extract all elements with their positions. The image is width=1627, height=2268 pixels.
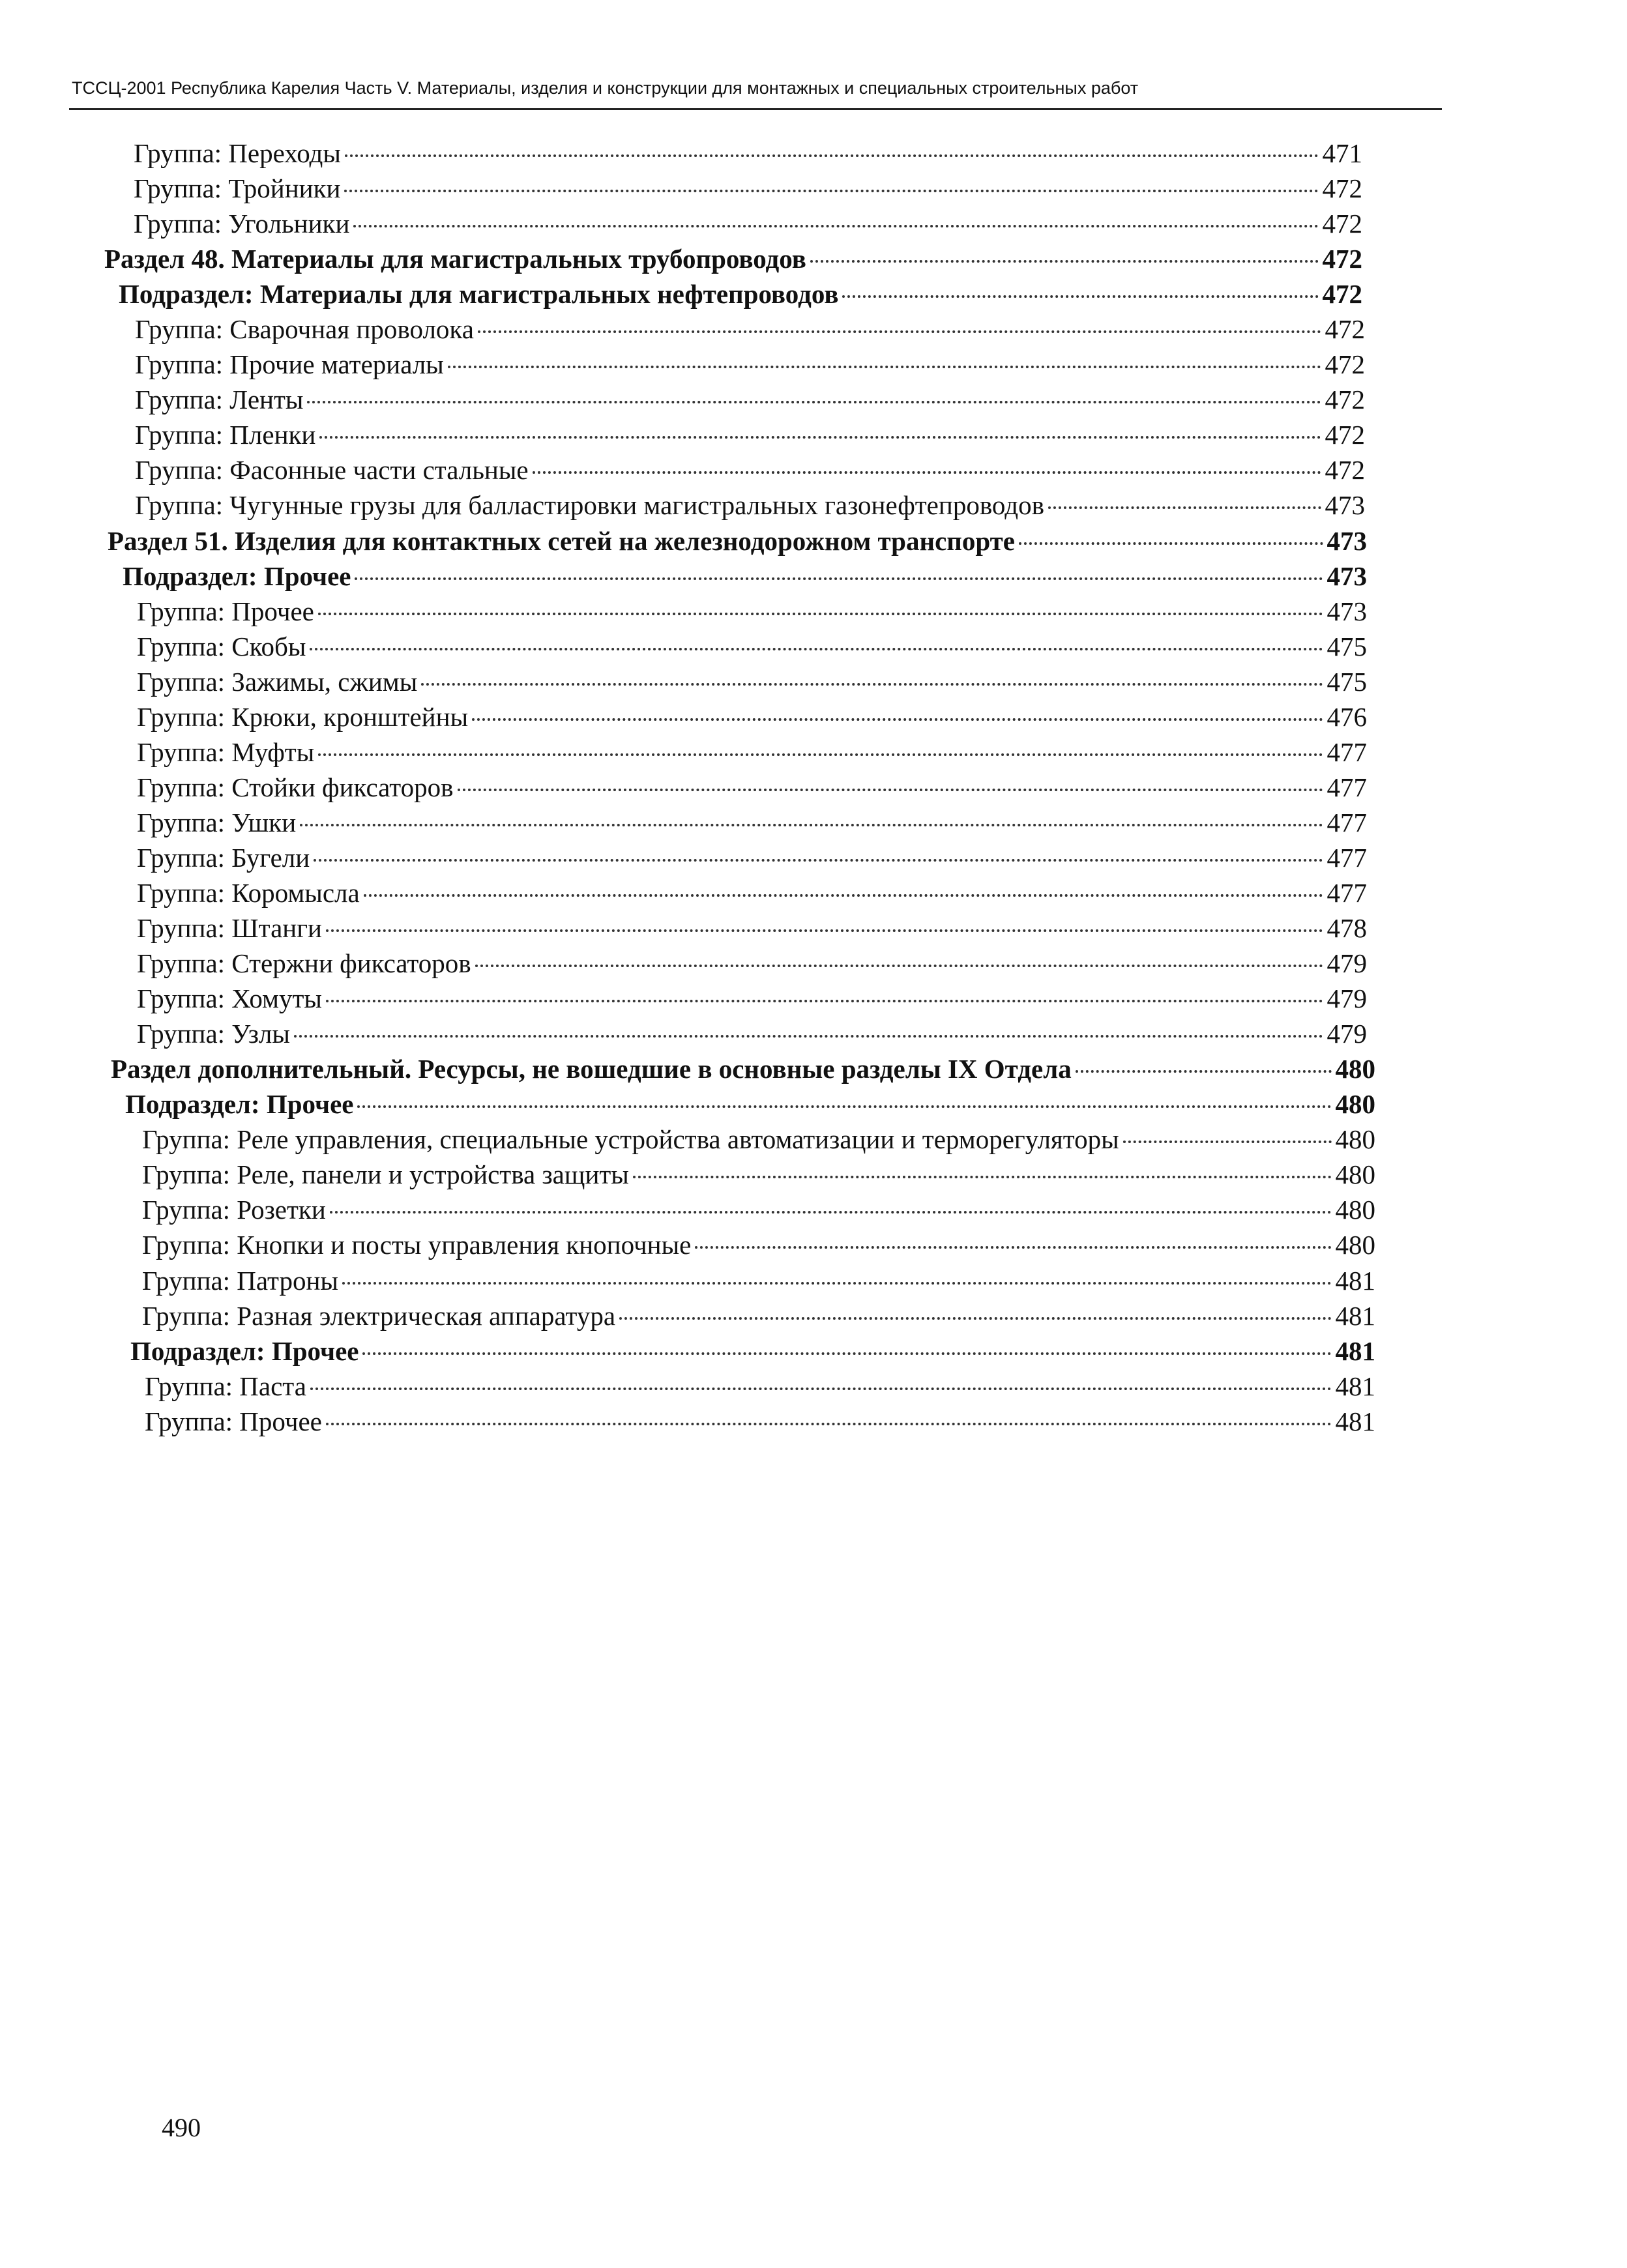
toc-entry-page: 477 [1327, 772, 1367, 802]
toc-entry-page: 472 [1325, 420, 1365, 450]
toc-entry-label: Группа: Патроны [142, 1265, 338, 1296]
toc-entry-page: 475 [1327, 631, 1367, 662]
dot-leader [342, 1282, 1332, 1285]
toc-entry [137, 875, 1367, 910]
toc-entry-page: 480 [1335, 1230, 1375, 1260]
dot-leader [353, 225, 1318, 227]
toc-entry [145, 1369, 1375, 1404]
toc-entry-page: 480 [1335, 1054, 1375, 1084]
toc-entry-page: 472 [1325, 455, 1365, 486]
dot-leader [344, 190, 1318, 192]
toc-entry [135, 347, 1365, 382]
toc-entry-page: 480 [1335, 1195, 1375, 1225]
page-number: 490 [162, 2113, 201, 2142]
toc-entry-label: Группа: Розетки [142, 1195, 326, 1225]
dot-leader [326, 929, 1323, 932]
toc-entry-label: Группа: Узлы [137, 1019, 290, 1049]
toc-entry-label: Группа: Бугели [137, 842, 310, 873]
toc-entry-page: 481 [1335, 1335, 1375, 1366]
toc-entry [137, 734, 1367, 770]
toc-entry-page: 481 [1335, 1406, 1375, 1436]
dot-leader [475, 965, 1323, 967]
toc-entry-page: 480 [1335, 1159, 1375, 1190]
toc-entry-page: 479 [1327, 983, 1367, 1014]
toc-heading [125, 1086, 1375, 1122]
toc-entry-page: 472 [1325, 314, 1365, 345]
toc-entry-label: Группа: Кнопки и посты управления кнопочные [142, 1230, 692, 1260]
toc-entry [135, 382, 1365, 417]
toc-entry-page: 472 [1322, 244, 1362, 274]
dot-leader [364, 894, 1323, 897]
toc-entry-page: 473 [1327, 560, 1367, 591]
toc-entry [134, 136, 1362, 171]
toc-entry [137, 840, 1367, 875]
toc-entry-page: 479 [1327, 1019, 1367, 1049]
toc-entry-page: 478 [1327, 913, 1367, 944]
dot-leader [810, 260, 1319, 263]
dot-leader [318, 753, 1323, 756]
toc-entry-label: Группа: Чугунные грузы для балластировки магистральных газонефтепроводов [135, 490, 1044, 521]
toc-entry [135, 312, 1365, 347]
toc-entry-label: Подраздел: Прочее [125, 1089, 354, 1120]
dot-leader [472, 718, 1323, 721]
dot-leader [421, 683, 1323, 686]
toc-entry-page: 480 [1335, 1124, 1375, 1155]
toc-entry-page: 473 [1325, 490, 1365, 521]
toc-entry-label: Подраздел: Прочее [123, 560, 351, 591]
toc-entry [134, 171, 1362, 206]
toc-entry [137, 629, 1367, 664]
toc-entry [137, 910, 1367, 946]
toc-entry-label: Группа: Штанги [137, 913, 322, 944]
toc-entry [137, 1016, 1367, 1051]
dot-leader [314, 859, 1323, 862]
dot-leader [319, 436, 1321, 439]
dot-leader [362, 1352, 1331, 1355]
toc-entry-label: Группа: Коромысла [137, 877, 360, 908]
toc-entry-label: Группа: Пленки [135, 420, 316, 450]
toc-entry [137, 981, 1367, 1016]
dot-leader [310, 1388, 1332, 1390]
toc-entry [142, 1298, 1375, 1333]
dot-leader [357, 1105, 1331, 1108]
table-of-contents [0, 136, 1627, 1439]
toc-entry-page: 477 [1327, 807, 1367, 837]
toc-entry-page: 472 [1325, 349, 1365, 380]
toc-entry-page: 480 [1335, 1089, 1375, 1120]
dot-leader [318, 613, 1323, 615]
toc-entry-label: Группа: Муфты [137, 736, 315, 767]
dot-leader [533, 471, 1321, 474]
dot-leader [326, 1423, 1332, 1425]
toc-entry-label: Раздел 48. Материалы для магистральных трубопроводов [104, 244, 806, 274]
dot-leader [619, 1317, 1331, 1320]
toc-entry-label: Группа: Разная электрическая аппаратура [142, 1300, 616, 1331]
toc-entry-label: Группа: Прочее [137, 596, 314, 626]
dot-leader [330, 1211, 1332, 1214]
toc-entry-page: 479 [1327, 948, 1367, 979]
dot-leader [326, 1000, 1323, 1002]
toc-entry [142, 1122, 1375, 1157]
toc-entry-page: 473 [1327, 525, 1367, 556]
dot-leader [345, 154, 1319, 157]
toc-entry [145, 1404, 1375, 1439]
toc-entry [135, 452, 1365, 487]
toc-heading [130, 1333, 1375, 1369]
toc-entry-label: Группа: Ушки [137, 807, 297, 837]
toc-heading [108, 523, 1367, 559]
toc-entry-label: Подраздел: Материалы для магистральных нефтепроводов [119, 279, 839, 310]
toc-entry [137, 699, 1367, 734]
toc-entry-page: 481 [1335, 1265, 1375, 1296]
dot-leader [458, 789, 1323, 791]
toc-entry-page: 471 [1322, 138, 1362, 168]
toc-entry-label: Группа: Стойки фиксаторов [137, 772, 454, 802]
toc-entry-page: 481 [1335, 1371, 1375, 1401]
header-rule [69, 108, 1442, 110]
toc-entry-page: 476 [1327, 701, 1367, 732]
toc-entry-label: Группа: Реле управления, специальные устройства автоматизации и терморегуляторы [142, 1124, 1119, 1155]
toc-entry-page: 473 [1327, 596, 1367, 626]
toc-entry-label: Группа: Сварочная проволока [135, 314, 474, 345]
toc-entry-label: Группа: Скобы [137, 631, 306, 662]
toc-entry-page: 477 [1327, 736, 1367, 767]
dot-leader [478, 330, 1321, 333]
toc-entry-page: 472 [1322, 173, 1362, 204]
toc-entry [142, 1263, 1375, 1298]
dot-leader [300, 824, 1323, 826]
dot-leader [1048, 506, 1321, 509]
toc-entry-label: Группа: Тройники [134, 173, 341, 204]
toc-entry-page: 477 [1327, 877, 1367, 908]
toc-entry [137, 594, 1367, 629]
toc-entry [137, 664, 1367, 699]
dot-leader [448, 366, 1321, 368]
toc-entry-page: 475 [1327, 666, 1367, 697]
toc-entry-label: Группа: Переходы [134, 138, 341, 168]
dot-leader [842, 295, 1318, 298]
toc-entry-label: Группа: Реле, панели и устройства защиты [142, 1159, 629, 1190]
toc-entry [137, 946, 1367, 981]
toc-entry [137, 805, 1367, 840]
dot-leader [633, 1176, 1332, 1178]
toc-entry-label: Группа: Ленты [135, 385, 304, 415]
toc-entry-page: 472 [1322, 279, 1362, 310]
toc-entry-label: Группа: Зажимы, сжимы [137, 666, 418, 697]
toc-entry-label: Группа: Хомуты [137, 983, 322, 1014]
toc-entry-page: 477 [1327, 842, 1367, 873]
toc-heading [111, 1051, 1375, 1086]
toc-heading [119, 276, 1362, 312]
toc-heading [104, 241, 1362, 276]
toc-entry [135, 487, 1365, 523]
dot-leader [1076, 1070, 1332, 1073]
toc-entry-label: Группа: Угольники [134, 209, 350, 239]
toc-entry [135, 417, 1365, 452]
dot-leader [695, 1246, 1331, 1249]
toc-entry-label: Группа: Крюки, кронштейны [137, 701, 469, 732]
dot-leader [1019, 542, 1323, 545]
dot-leader [310, 648, 1323, 650]
toc-entry [142, 1192, 1375, 1227]
toc-heading [123, 559, 1367, 594]
toc-entry [142, 1157, 1375, 1192]
dot-leader [1123, 1141, 1332, 1143]
toc-entry [134, 206, 1362, 241]
toc-entry-label: Раздел дополнительный. Ресурсы, не вошедшие в основные разделы IX Отдела [111, 1054, 1072, 1084]
toc-entry-label: Группа: Прочие материалы [135, 349, 444, 380]
dot-leader [307, 401, 1321, 403]
toc-entry-label: Группа: Фасонные части стальные [135, 455, 529, 486]
toc-entry-page: 481 [1335, 1300, 1375, 1331]
dot-leader [294, 1035, 1323, 1038]
toc-entry-label: Группа: Прочее [145, 1406, 322, 1436]
toc-entry-page: 472 [1325, 385, 1365, 415]
toc-entry-label: Подраздел: Прочее [130, 1335, 359, 1366]
toc-entry [137, 770, 1367, 805]
toc-entry-label: Группа: Стержни фиксаторов [137, 948, 471, 979]
running-header: ТССЦ-2001 Республика Карелия Часть V. Материалы, изделия и конструкции для монтажных и специальных строительных работ [72, 78, 1139, 98]
toc-entry [142, 1227, 1375, 1262]
toc-entry-label: Группа: Паста [145, 1371, 306, 1401]
toc-entry-page: 472 [1322, 209, 1362, 239]
dot-leader [355, 577, 1323, 580]
toc-entry-label: Раздел 51. Изделия для контактных сетей на железнодорожном транспорте [108, 525, 1015, 556]
